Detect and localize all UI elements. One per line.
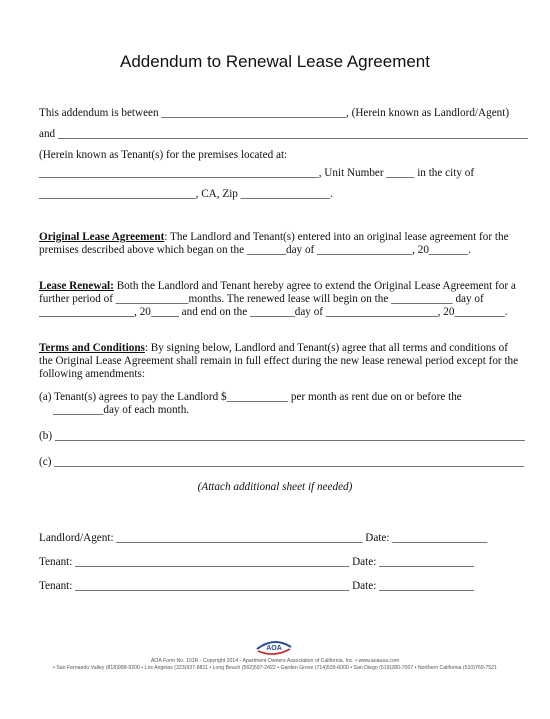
terms-line-1: [39, 342, 508, 355]
attach-note: (Attach additional sheet if needed): [197, 481, 353, 493]
renewal-line-3: _________________, 20_____ and end on the ________day of ____________________, 20_________.: [39, 306, 508, 318]
renewal-text: Both the Landlord and Tenant hereby agree to extend the Original Lease Agreement for a: [113, 280, 516, 292]
terms-text: : By signing below, Landlord and Tenant(s) agree that all terms and conditions of: [144, 342, 508, 354]
original-lease-line-2: premises described above which began on the _______day of _________________, 20_______.: [39, 244, 471, 256]
original-lease-line-1: [39, 231, 509, 244]
amendment-b: (b) ____________________________________________________________________________________: [39, 430, 525, 442]
tenant-signature-line-2: Tenant: _________________________________________________ Date: _________________: [39, 580, 475, 592]
original-lease-heading: Original Lease Agreement: [39, 231, 165, 243]
landlord-signature-line: Landlord/Agent: ____________________________________________ Date: _________________: [39, 532, 488, 544]
parties-line-4: __________________________________________________, Unit Number _____ in the city of: [39, 167, 475, 179]
original-lease-text: : The Landlord and Tenant(s) entered into an original lease agreement for the: [164, 231, 509, 243]
terms-line-3: following amendments:: [39, 368, 145, 380]
amendment-a-line-1: (a) Tenant(s) agrees to pay the Landlord $___________ per month as rent due on or before the: [39, 391, 462, 403]
renewal-line-1: [39, 280, 516, 293]
terms-heading: Terms and Conditions: [39, 342, 145, 354]
parties-line-2: and ____________________________________________________________________________________: [39, 128, 528, 140]
amendment-c: (c) ____________________________________________________________________________________: [39, 456, 525, 468]
footer-offices: • San Fernando Valley (818)988-9200 • Los Angeles (323)937-8811 • Long Beach (562)597-2422 • Garden Grove (714)539-6000 • San Diego (619)280-7007 • Northern California (510)769-7521: [53, 665, 497, 671]
parties-line-3: (Herein known as Tenant(s) for the premises located at:: [39, 149, 288, 161]
renewal-line-2: further period of _____________months. The renewed lease will begin on the ___________ day of: [39, 293, 484, 305]
page-title: Addendum to Renewal Lease Agreement: [120, 52, 430, 71]
terms-line-2: the Original Lease Agreement shall remain in full effect during the new lease renewal period except for the: [39, 355, 519, 367]
aoa-logo: [254, 638, 294, 656]
tenant-signature-line-1: Tenant: _________________________________________________ Date: _________________: [39, 556, 475, 568]
renewal-heading: Lease Renewal:: [39, 280, 114, 292]
amendment-a-line-2: _________day of each month.: [53, 404, 190, 416]
parties-line-5: ____________________________, CA, Zip ________________.: [39, 188, 333, 200]
footer-copyright: AOA Form No. 101R - Copyright 2014 - Apartment Owners Association of California, Inc. • www.aoausa.com: [150, 658, 400, 664]
parties-line-1: This addendum is between _________________________________, (Herein known as Landlord/Agent): [39, 107, 510, 119]
aoa-logo-text: AOA: [266, 645, 282, 652]
